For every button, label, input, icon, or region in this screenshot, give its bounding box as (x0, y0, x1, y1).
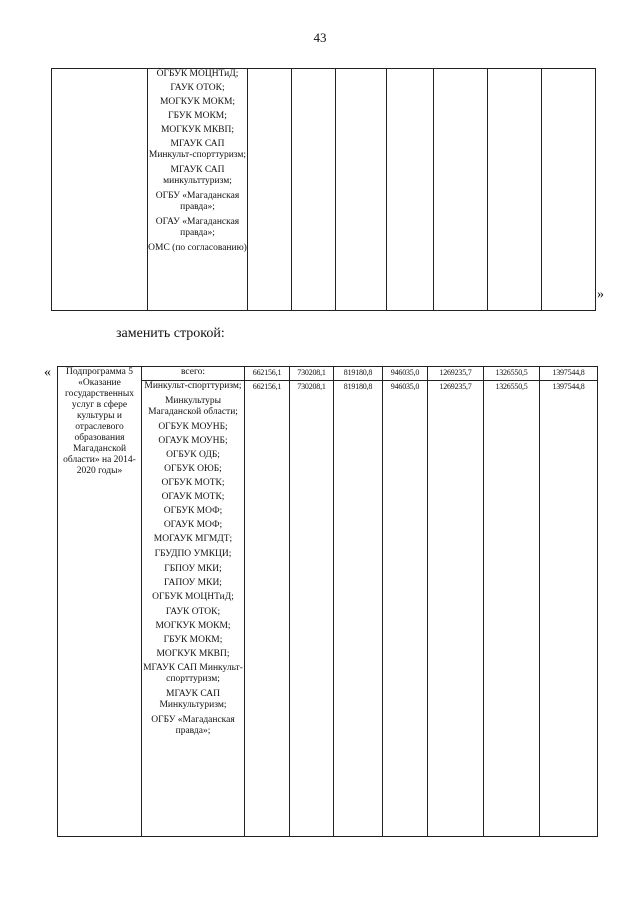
org-item: ГБУДПО УМКЦИ; (154, 549, 232, 559)
value-cell (387, 69, 434, 311)
closing-quote: » (597, 287, 604, 302)
org-item: МГАУК САП минкульттуризм; (163, 165, 232, 186)
org-item: МОГКУК МКВП; (160, 125, 234, 135)
org-item: ГАУК ОТОК; (165, 607, 221, 617)
org-value: 1269235,7 (428, 381, 484, 837)
org-list-cell (148, 69, 248, 311)
value-cell (336, 69, 387, 311)
value-cell (248, 69, 292, 311)
org-item: ОГБУК ОДБ; (166, 450, 220, 460)
org-item: МОГКУК МОКМ; (155, 621, 231, 631)
org-value: 730208,1 (290, 381, 334, 837)
org-item: ГБПОУ МКИ; (164, 564, 222, 574)
org-item: ОГБУК МОУНБ; (158, 422, 228, 432)
org-item: ОГАУК МОТК; (161, 492, 225, 502)
value-cell (488, 69, 542, 311)
org-item: МГАУК САП Минкульт-спорттуризм; (148, 139, 247, 160)
org-item: ОГБУ «Магаданская правда»; (155, 191, 240, 212)
org-value: 662156,1 (245, 381, 290, 837)
org-item: МОГКУК МОКМ; (159, 97, 236, 107)
total-value: 946035,0 (383, 367, 428, 381)
org-item: Минкульт-спорттуризм; (144, 381, 242, 391)
total-value: 1397544,8 (540, 367, 598, 381)
total-value: 1326550,5 (484, 367, 540, 381)
table-row (52, 69, 596, 311)
empty-cell (52, 69, 148, 311)
table-fragment-top (51, 68, 596, 311)
org-item: ОГБУ «Магаданская правда»; (151, 715, 235, 736)
value-cell (434, 69, 488, 311)
total-value: 819180,8 (334, 367, 383, 381)
subprogram-name-cell: Подпрограмма 5 «Оказание государственных услуг в сфере культуры и отраслевого образования Магаданской области» на 2014-2020 годы» (58, 367, 142, 837)
org-value: 1397544,8 (540, 381, 598, 837)
org-item: ОГБУК ОЮБ; (164, 464, 222, 474)
org-list-cell (142, 381, 245, 837)
org-item: ГАУК ОТОК; (170, 83, 225, 93)
org-item: МГАУК САП Минкультуризм; (159, 689, 227, 710)
value-cell (292, 69, 336, 311)
org-item: МОГАУК МГМДТ; (153, 534, 233, 544)
org-item: ОГАУ «Магаданская правда»; (155, 217, 240, 238)
total-value: 1269235,7 (428, 367, 484, 381)
org-item: ОМС (по согласованию) (148, 243, 247, 253)
total-label: всего: (142, 367, 245, 381)
org-item: ГБУК МОКМ; (163, 635, 223, 645)
org-item: МГАУК САП Минкульт-спорттуризм; (143, 663, 243, 684)
total-value: 662156,1 (245, 367, 290, 381)
replace-instruction: заменить строкой: (116, 326, 225, 341)
table-row-total (58, 367, 598, 381)
org-item: ОГБУК МОТК; (161, 478, 225, 488)
org-item: Минкультуры Магаданской области; (148, 396, 238, 417)
org-item: МОГКУК МКВП; (156, 649, 230, 659)
page-number: 43 (313, 30, 327, 45)
opening-quote: « (44, 365, 51, 380)
org-value: 946035,0 (383, 381, 428, 837)
org-item: ГБУК МОКМ; (168, 111, 227, 121)
value-cell (542, 69, 596, 311)
org-value: 1326550,5 (484, 381, 540, 837)
org-item: ОГАУК МОФ; (163, 520, 223, 530)
total-value: 730208,1 (290, 367, 334, 381)
org-item: ОГБУК МОФ; (163, 506, 223, 516)
org-item: ОГБУК МОЦНТиД; (156, 69, 239, 79)
org-item: ОГАУК МОУНБ; (158, 436, 228, 446)
org-value: 819180,8 (334, 381, 383, 837)
org-item: ГАПОУ МКИ; (164, 578, 222, 588)
org-item: ОГБУК МОЦНТиД; (152, 592, 234, 602)
table-fragment-replacement (57, 366, 598, 837)
